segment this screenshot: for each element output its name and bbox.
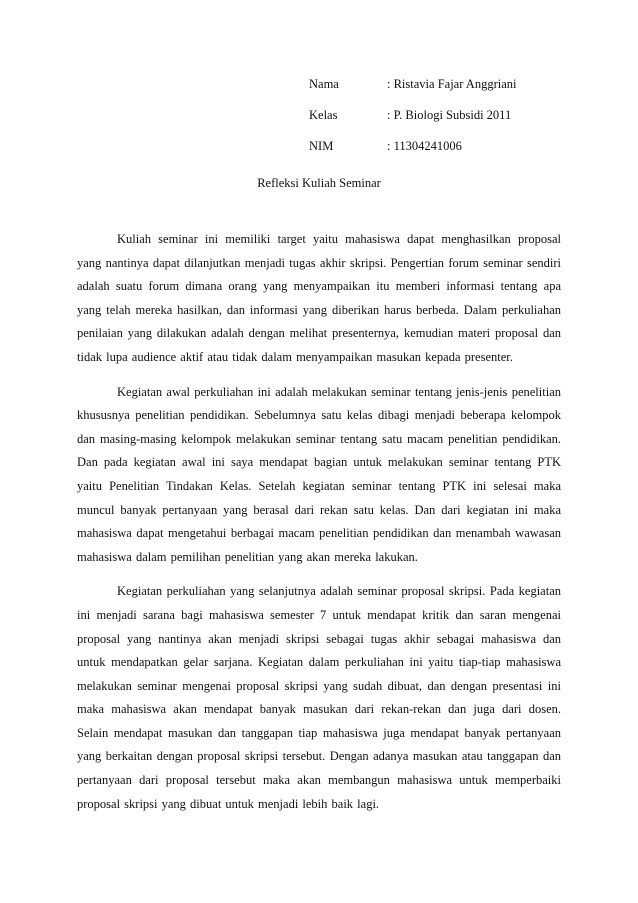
document-title-wrap xyxy=(0,176,638,191)
info-label-nim: NIM xyxy=(309,139,334,153)
info-value-nim: : 11304241006 xyxy=(387,139,462,153)
paragraph-1: Kuliah seminar ini memiliki target yaitu mahasiswa dapat menghasilkan proposal yang nantinya dapat dilanjutkan menjadi tugas akhir skripsi. Pengertian forum seminar sendiri adalah suatu forum dimana orang yang menyampaikan itu memberi informasi tentang apa yang telah mereka hasilkan, dan informasi yang diberikan harus berbeda. Dalam perkuliahan penilaian yang dilakukan adalah dengan melihat presenternya, kemudian materi proposal dan tidak lupa audience aktif atau tidak dalam menyampaikan masukan kepada presenter. xyxy=(77,232,561,364)
info-row-nim xyxy=(309,136,517,167)
info-label-class: Kelas xyxy=(309,108,338,122)
info-label-name: Nama xyxy=(309,77,339,91)
student-info xyxy=(309,74,517,167)
info-row-class xyxy=(309,105,517,136)
info-value-name: : Ristavia Fajar Anggriani xyxy=(387,77,517,91)
info-value-class: : P. Biologi Subsidi 2011 xyxy=(387,108,512,122)
document-body xyxy=(77,228,561,816)
document-title: Refleksi Kuliah Seminar xyxy=(257,176,381,190)
paragraph-2: Kegiatan awal perkuliahan ini adalah melakukan seminar tentang jenis-jenis penelitian khususnya penelitian pendidikan. Sebelumnya satu kelas dibagi menjadi beberapa kelompok dan masing-masing kelompok melakukan seminar tentang satu macam penelitian pendidikan. Dan pada kegiatan awal ini saya mendapat bagian untuk melakukan seminar tentang PTK yaitu Penelitian Tindakan Kelas. Setelah kegiatan seminar tentang PTK ini selesai maka muncul banyak pertanyaan yang berasal dari rekan satu kelas. Dan dari kegiatan ini maka mahasiswa dapat mengetahui berbagai macam penelitian pendidikan dan menambah wawasan mahasiswa dalam pemilihan penelitian yang akan mereka lakukan. xyxy=(77,384,561,564)
paragraph-3: Kegiatan perkuliahan yang selanjutnya adalah seminar proposal skripsi. Pada kegiatan ini menjadi sarana bagi mahasiswa semester 7 untuk mendapat kritik dan saran mengenai proposal yang nantinya akan menjadi skripsi sebagai tugas akhir sebagai mahasiswa dan untuk mendapatkan gelar sarjana. Kegiatan dalam perkuliahan ini yaitu tiap-tiap mahasiswa melakukan seminar mengenai proposal skripsi yang sudah dibuat, dan dengan presentasi ini maka mahasiswa akan mendapat banyak masukan dari rekan-rekan dan juga dari dosen. Selain mendapat masukan dan tanggapan tiap mahasiswa juga mendapat banyak pertanyaan yang berkaitan dengan proposal skripsi tersebut. Dengan adanya masukan atau tanggapan dan pertanyaan dari proposal tersebut maka akan membangun mahasiswa untuk memperbaiki proposal skripsi yang dibuat untuk menjadi lebih baik lagi. xyxy=(77,584,561,811)
info-row-name xyxy=(309,74,517,105)
